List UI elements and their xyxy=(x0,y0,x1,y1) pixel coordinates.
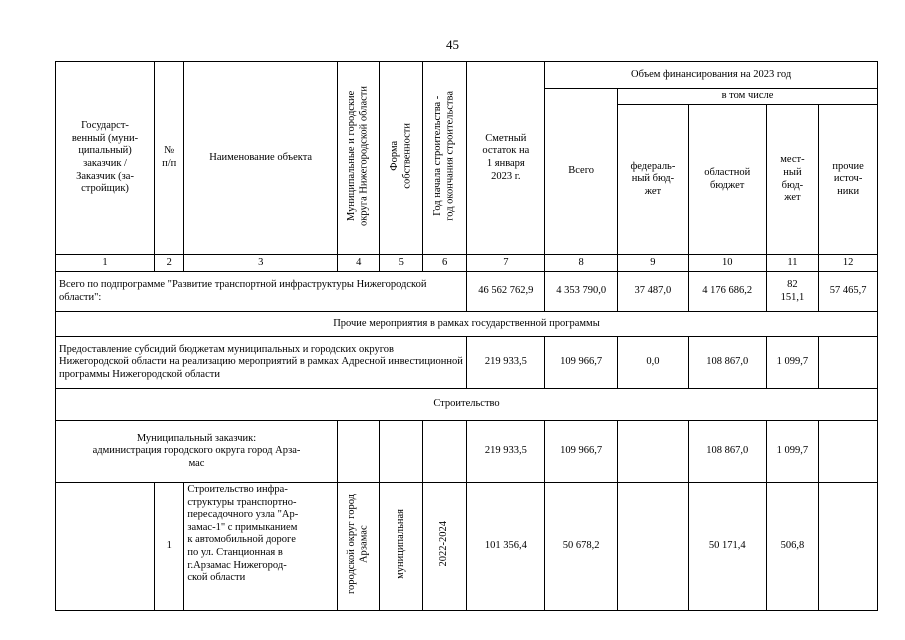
header-years: Год начала строительства - год окончания строительства xyxy=(422,62,466,255)
header-funding: Объем финансирования на 2023 год xyxy=(545,62,878,89)
cell-balance: 219 933,5 xyxy=(467,421,545,483)
cell-district: городской округ город Арзамас xyxy=(338,483,380,611)
cell-other: 57 465,7 xyxy=(819,272,878,312)
col-num: 6 xyxy=(422,255,466,272)
col-num: 9 xyxy=(618,255,689,272)
cell-regional: 108 867,0 xyxy=(688,421,766,483)
cell-regional: 4 176 686,2 xyxy=(688,272,766,312)
header-other: прочие источ- ники xyxy=(819,105,878,255)
cell-other xyxy=(819,483,878,611)
section-row xyxy=(56,312,878,337)
cell-federal xyxy=(618,483,689,611)
cell-total: 109 966,7 xyxy=(545,421,618,483)
header-balance: Сметный остаток на 1 января 2023 г. xyxy=(467,62,545,255)
section-title: Прочие мероприятия в рамках государственной программы xyxy=(56,312,878,337)
col-num: 12 xyxy=(819,255,878,272)
cell-total: 4 353 790,0 xyxy=(545,272,618,312)
col-num: 7 xyxy=(467,255,545,272)
header-customer: Государст- венный (муни- ципальный) заказчик / Заказчик (за- стройщик) xyxy=(56,62,155,255)
col-num: 8 xyxy=(545,255,618,272)
cell-local: 82 151,1 xyxy=(766,272,819,312)
cell-ownership: муниципальная xyxy=(380,483,422,611)
header-local: мест- ный бюд- жет xyxy=(766,105,819,255)
col-num: 3 xyxy=(184,255,338,272)
cell-regional: 108 867,0 xyxy=(688,337,766,389)
section-title: Строительство xyxy=(56,389,878,421)
section-row xyxy=(56,389,878,421)
subsidy-label: Предоставление субсидий бюджетам муниципальных и городских округов Нижегородской области на реализацию мероприятий в рамках Адресной инвестиционной программы Нижегородской области xyxy=(56,337,467,389)
subsidy-row xyxy=(56,337,878,389)
customer-row xyxy=(56,421,878,483)
col-num: 4 xyxy=(338,255,380,272)
header-number: № п/п xyxy=(155,62,184,255)
header-district: Муниципальные и городские округа Нижегородской области xyxy=(338,62,380,255)
header-ownership: Форма собственности xyxy=(380,62,422,255)
cell-total: 50 678,2 xyxy=(545,483,618,611)
cell-number: 1 xyxy=(155,483,184,611)
object-row xyxy=(56,483,878,611)
subprogram-total-row xyxy=(56,272,878,312)
col-num: 2 xyxy=(155,255,184,272)
cell-total: 109 966,7 xyxy=(545,337,618,389)
cell-local: 1 099,7 xyxy=(766,337,819,389)
header-total: Всего xyxy=(545,89,618,255)
object-name: Строительство инфра- структуры транспортно- пересадочного узла "Ар- замас-1" с примыканием к автомобильной дороге по ул. Станционная в г.Арзамас Нижегород- ской области xyxy=(184,483,338,611)
cell-federal: 0,0 xyxy=(618,337,689,389)
cell-local: 506,8 xyxy=(766,483,819,611)
header-federal: федераль- ный бюд- жет xyxy=(618,105,689,255)
cell-federal: 37 487,0 xyxy=(618,272,689,312)
col-num: 5 xyxy=(380,255,422,272)
customer-label: Муниципальный заказчик: администрация городского округа город Арза- мас xyxy=(56,421,338,483)
cell-years xyxy=(422,421,466,483)
cell-customer xyxy=(56,483,155,611)
header-row-1 xyxy=(56,62,878,89)
cell-balance: 219 933,5 xyxy=(467,337,545,389)
cell-other xyxy=(819,421,878,483)
cell-federal xyxy=(618,421,689,483)
cell-local: 1 099,7 xyxy=(766,421,819,483)
header-regional: областной бюджет xyxy=(688,105,766,255)
col-num: 10 xyxy=(688,255,766,272)
cell-balance: 46 562 762,9 xyxy=(467,272,545,312)
subprogram-total-label: Всего по подпрограмме "Развитие транспортной инфраструктуры Нижегородской области": xyxy=(56,272,467,312)
col-num: 11 xyxy=(766,255,819,272)
cell-regional: 50 171,4 xyxy=(688,483,766,611)
header-including: в том числе xyxy=(618,89,878,105)
cell-ownership xyxy=(380,421,422,483)
cell-years: 2022-2024 xyxy=(422,483,466,611)
header-object-name: Наименование объекта xyxy=(184,62,338,255)
financing-table xyxy=(55,61,878,611)
cell-balance: 101 356,4 xyxy=(467,483,545,611)
cell-other xyxy=(819,337,878,389)
col-num: 1 xyxy=(56,255,155,272)
column-numbers-row xyxy=(56,255,878,272)
cell-district xyxy=(338,421,380,483)
page-number: 45 xyxy=(446,37,459,52)
